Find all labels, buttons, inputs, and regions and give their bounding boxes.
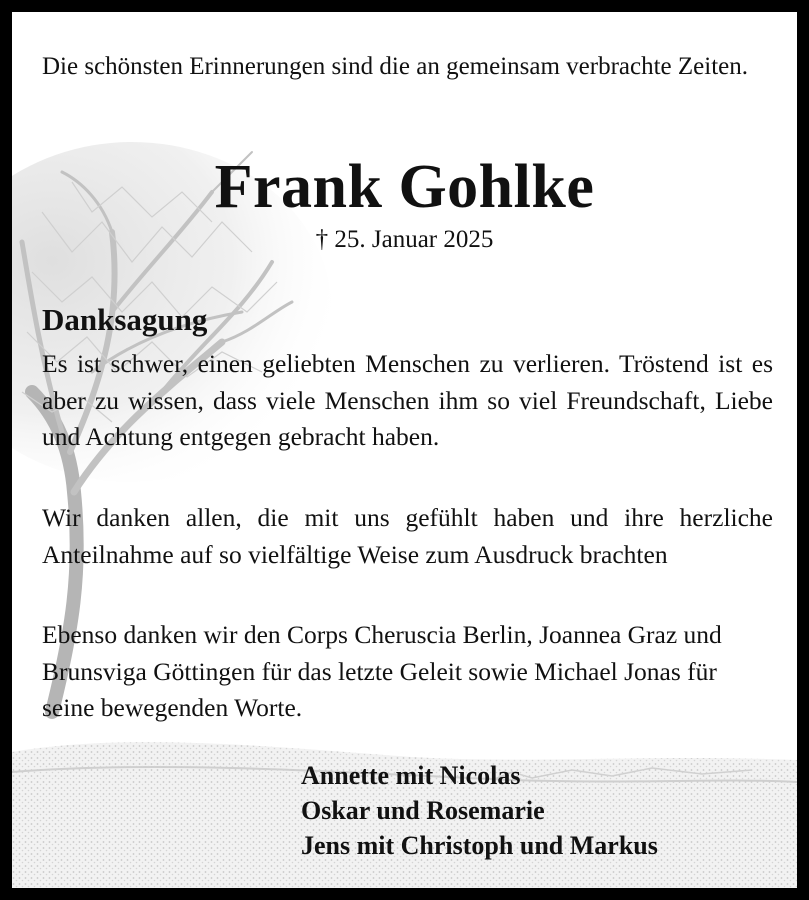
deceased-name: Frank Gohlke bbox=[214, 153, 595, 221]
signature-block bbox=[301, 758, 658, 863]
signature-line: Oskar und Rosemarie bbox=[301, 796, 545, 825]
thanks-heading: Danksagung bbox=[42, 302, 208, 337]
motto-quote: Die schönsten Erinnerungen sind die an gemeinsam verbrachte Zeiten. bbox=[42, 53, 749, 80]
death-date: † 25. Januar 2025 bbox=[315, 226, 494, 253]
thanks-paragraph-2: Wir danken allen, die mit uns gefühlt haben und ihre herzliche Anteilnahme auf so vielfältige Weise zum Ausdruck brachten bbox=[42, 503, 773, 569]
notice-content bbox=[12, 12, 797, 888]
thanks-paragraph-3: Ebenso danken wir den Corps Cheruscia Berlin, Joannea Graz und Brunsviga Göttingen für das letzte Geleit sowie Michael Jonas für seine bewegenden Worte. bbox=[42, 620, 722, 722]
signature-line: Annette mit Nicolas bbox=[301, 761, 521, 790]
thanks-paragraph-1: Es ist schwer, einen geliebten Menschen zu verlieren. Tröstend ist es aber zu wissen, dass viele Menschen ihm so viel Freundschaft, Liebe und Achtung entgegen gebracht haben. bbox=[42, 349, 773, 451]
signature-line: Jens mit Christoph und Markus bbox=[301, 831, 658, 860]
